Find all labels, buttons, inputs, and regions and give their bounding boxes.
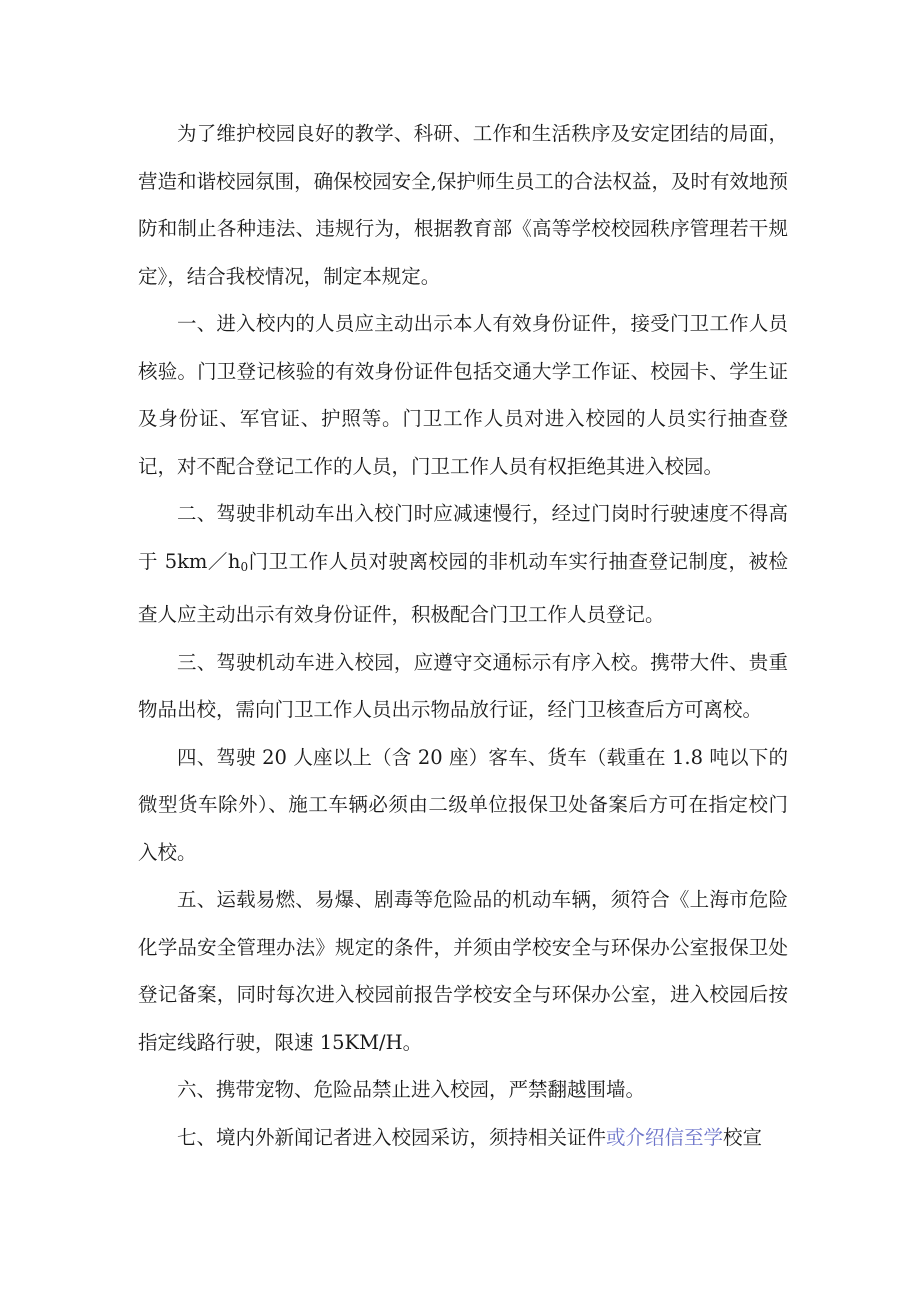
paragraph-article-2	[138, 490, 788, 639]
document-body	[138, 110, 788, 1161]
paragraph-article-7	[138, 1114, 788, 1162]
paragraph-article-5	[138, 876, 788, 1066]
highlighted-text: 或介绍信至学	[606, 1125, 724, 1149]
paragraph-article-3	[138, 639, 788, 734]
paragraph-text: 为了维护校园良好的教学、科研、工作和生活秩序及安定团结的局面，营造和谐校园氛围，确保校园安全,保护师生员工的合法权益，及时有效地预防和制止各种违法、违规行为，根据教育部《高等学校校园秩序管理若干规定》，结合我校情况，制定本规定。	[138, 122, 788, 288]
paragraph-text-before: 二、驾驶非机动车出入校门时应减速慢行，经过门岗时行驶速度不得高于 5km／h	[138, 502, 788, 573]
paragraph-text: 五、运载易燃、易爆、剧毒等危险品的机动车辆，须符合《上海市危险化学品安全管理办法》规定的条件，并须由学校安全与环保办公室报保卫处登记备案，同时每次进入校园前报告学校安全与环保办公室，进入校园后按指定线路行驶，限速 15KM/H。	[138, 888, 788, 1054]
paragraph-text: 一、进入校内的人员应主动出示本人有效身份证件，接受门卫工作人员核验。门卫登记核验的有效身份证件包括交通大学工作证、校园卡、学生证及身份证、军官证、护照等。门卫工作人员对进入校园的人员实行抽查登记，对不配合登记工作的人员，门卫工作人员有权拒绝其进入校园。	[138, 312, 788, 478]
speed-subscript: 0	[240, 559, 249, 574]
paragraph-article-4	[138, 734, 788, 877]
paragraph-text-after: 门卫工作人员对驶离校园的非机动车实行抽查登记制度，被检查人应主动出示有效身份证件，积极配合门卫工作人员登记。	[138, 549, 788, 626]
paragraph-text-before: 七、境内外新闻记者进入校园采访，须持相关证件	[177, 1125, 607, 1149]
paragraph-article-1	[138, 300, 788, 490]
paragraph-text: 六、携带宠物、危险品禁止进入校园，严禁翻越围墙。	[177, 1078, 646, 1101]
paragraph-text: 三、驾驶机动车进入校园，应遵守交通标示有序入校。携带大件、贵重物品出校，需向门卫工作人员出示物品放行证，经门卫核查后方可离校。	[138, 650, 788, 721]
paragraph-text-after: 校宣	[723, 1125, 763, 1149]
paragraph-article-6	[138, 1066, 788, 1114]
paragraph-text: 四、驾驶 20 人座以上（含 20 座）客车、货车（载重在 1.8 吨以下的微型货车除外）、施工车辆必须由二级单位报保卫处备案后方可在指定校门入校。	[138, 745, 788, 864]
paragraph-intro	[138, 110, 788, 300]
